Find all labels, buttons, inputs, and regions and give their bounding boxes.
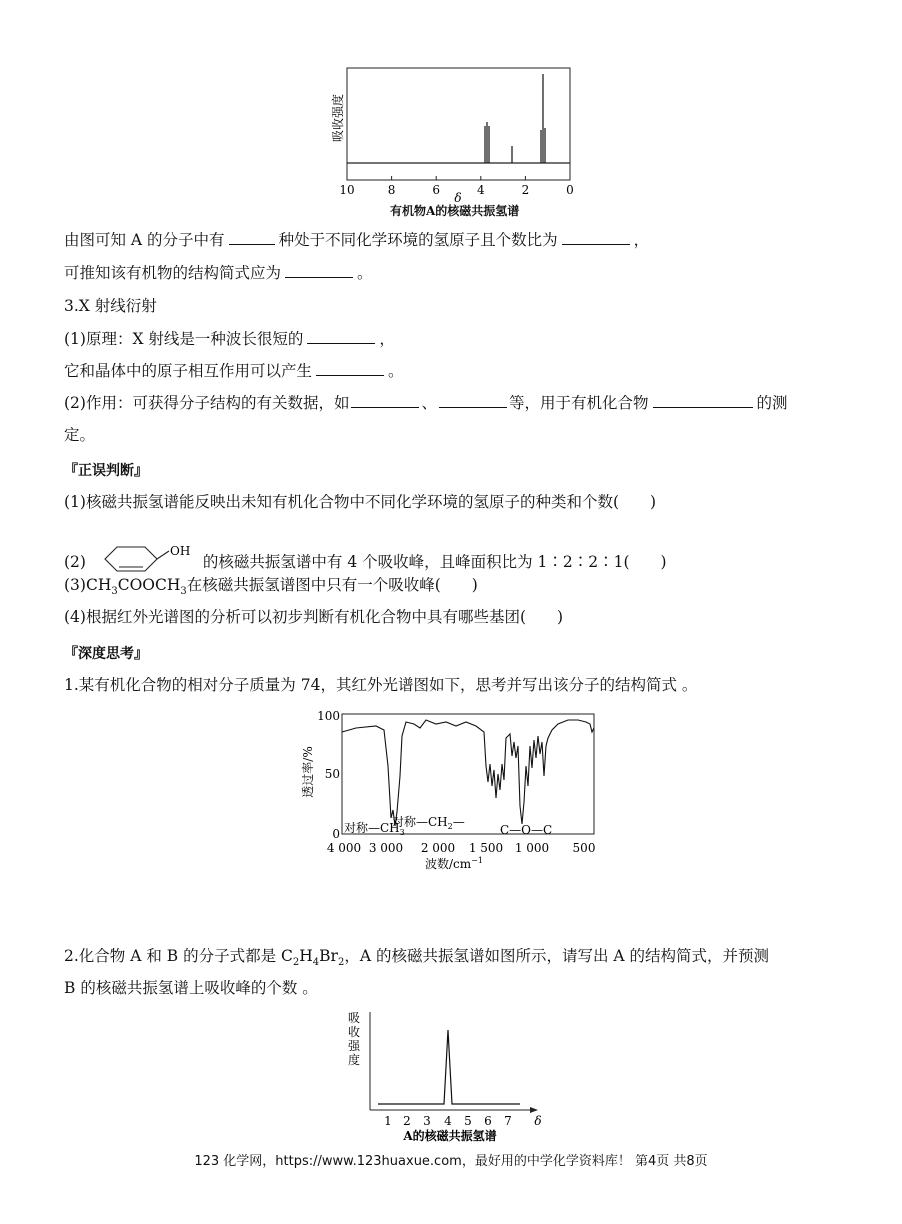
ir-frame	[342, 714, 594, 834]
ir-annotation-coc: C—O—C	[500, 823, 553, 837]
nmr1-tick-label: 2	[521, 183, 530, 197]
ir-annotation-ch2: 对称$—CH_2—$	[392, 815, 465, 831]
ir-xtick-label: 4 000	[326, 841, 362, 855]
nmr1-peaks	[485, 74, 545, 163]
judge-item-3: $(3)CH_3COOCH_3$在核磁共振氢谱图中只有一个吸收峰( )	[64, 576, 478, 598]
nmr2-ylabel-char: 强	[347, 1039, 361, 1053]
nmr-spectrum-a2	[340, 1006, 550, 1146]
ir-spectrum	[296, 706, 606, 876]
ir-xtick-label: 1 500	[468, 841, 504, 855]
ir-xtick-label: 1 000	[514, 841, 550, 855]
nmr1-tick-label: 6	[432, 183, 441, 197]
nmr2-tick-label: 4	[444, 1114, 452, 1128]
nmr2-tick-label: 7	[504, 1114, 512, 1128]
nmr-question-line1: 由图可知 A 的分子中有 种处于不同化学环境的氢原子且个数比为 ，	[64, 231, 650, 249]
answer-blank[interactable]	[562, 230, 630, 245]
answer-blank[interactable]	[285, 263, 353, 278]
nmr1-xlabel: δ	[454, 191, 462, 205]
ir-xtick-label: 3 000	[368, 841, 404, 855]
nmr1-ylabel: 吸收强度	[331, 93, 345, 143]
nmr1-tick-label: 0	[566, 183, 574, 197]
nmr2-xlabel: δ	[534, 1114, 542, 1128]
think-question-1: 1.某有机化合物的相对分子质量为 74，其红外光谱图如下，思考并写出该分子的结构简式 。	[64, 676, 698, 694]
answer-blank[interactable]	[351, 393, 419, 408]
nmr-question-line2: 可推知该有机物的结构简式应为 。	[64, 264, 373, 282]
nmr2-tick-label: 5	[464, 1114, 472, 1128]
xray-function-line1: (2)作用：可获得分子结构的有关数据，如 、 等，用于有机化合物 的测	[64, 394, 788, 412]
judge-item-2: (2) OH 的核磁共振氢谱中有 4 个吸收峰，且峰面积比为 1∶2∶2∶1( )	[64, 541, 667, 577]
judge-item-4: (4)根据红外光谱图的分析可以初步判断有机化合物中具有哪些基团( )	[64, 608, 564, 626]
think-question-2-line1: 2.化合物 A 和 B 的分子式都是 $C_2H_4Br_2$，A 的核磁共振氢谱如图所示，请写出 A 的结构简式，并预测	[64, 947, 770, 969]
xray-heading: 3.X 射线衍射	[64, 297, 157, 315]
nmr2-tick-label: 6	[484, 1114, 492, 1128]
nmr2-tick-label: 2	[403, 1114, 411, 1128]
think-heading: 『深度思考』	[64, 646, 148, 662]
ir-ylabel: 透过率/%	[301, 746, 315, 798]
ir-annotation-ch3: 对称$—CH_3$	[344, 821, 405, 837]
judge-heading: 『正误判断』	[64, 463, 148, 479]
answer-blank[interactable]	[316, 361, 384, 376]
ir-xtick-label: 500	[572, 841, 596, 855]
page-footer: 123 化学网，https://www.123huaxue.com，最好用的中学化学资料库！ 第4页 共8页	[194, 1154, 708, 1169]
ir-ytick-label: 50	[324, 767, 340, 781]
nmr-spectrum-a	[320, 60, 590, 220]
ir-xlabel: 波数$/cm^{-1}$	[425, 856, 483, 871]
ir-ytick-label: 0	[332, 827, 340, 841]
xray-function-line2: 定。	[64, 426, 96, 444]
nmr1-tick-label: 10	[339, 183, 355, 197]
nmr2-ylabel-char: 收	[347, 1025, 361, 1039]
answer-blank[interactable]	[653, 393, 753, 408]
nmr1-caption: 有机物A的核磁共振氢谱	[390, 204, 520, 218]
nmr1-ticks	[347, 176, 570, 180]
nmr1-tick-label: 8	[387, 183, 396, 197]
phenol-structure	[97, 541, 197, 577]
answer-blank[interactable]	[307, 329, 375, 344]
xray-principle-line1: (1)原理：X 射线是一种波长很短的 ，	[64, 330, 395, 348]
nmr2-ylabel-char: 吸	[347, 1011, 361, 1025]
xray-principle-line2: 它和晶体中的原子相互作用可以产生 。	[64, 362, 404, 380]
nmr1-tick-label: 4	[476, 183, 485, 197]
ir-absorption-curve	[342, 720, 594, 826]
think-question-2-line2: B 的核磁共振氢谱上吸收峰的个数 。	[64, 979, 318, 997]
nmr2-tick-label: 1	[384, 1114, 392, 1128]
nmr2-ylabel-char: 度	[347, 1053, 361, 1067]
answer-blank[interactable]	[439, 393, 507, 408]
ir-xtick-label: 2 000	[420, 841, 456, 855]
nmr2-caption: A的核磁共振氢谱	[403, 1129, 497, 1143]
ir-ytick-label: 100	[317, 709, 340, 723]
judge-item-1: (1)核磁共振氢谱能反映出未知有机化合物中不同化学环境的氢原子的种类和个数( )	[64, 493, 657, 511]
nmr2-baseline	[378, 1030, 520, 1104]
answer-blank[interactable]	[229, 230, 275, 245]
oh-bond	[157, 551, 169, 559]
nmr2-tick-label: 3	[423, 1114, 431, 1128]
nmr2-x-arrow	[530, 1107, 538, 1113]
oh-label: OH	[169, 544, 191, 558]
